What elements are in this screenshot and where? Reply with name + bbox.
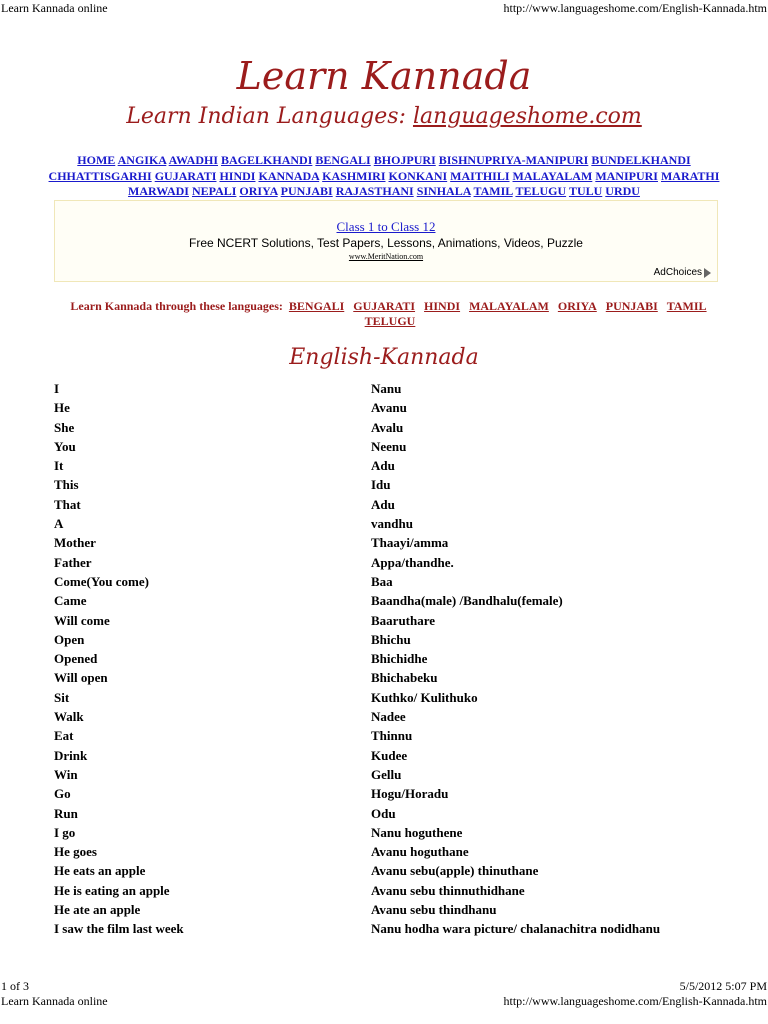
print-header-url: http://www.languageshome.com/English-Kannada.htm [503,1,767,15]
vocab-english: I go [54,824,76,840]
vocab-kannada: Idu [371,477,391,493]
vocab-kannada: Adu [371,458,395,474]
nav-link-urdu[interactable]: URDU [605,184,640,198]
vocab-row [54,630,754,649]
vocab-english: He eats an apple [54,863,146,879]
nav-link-gujarati[interactable]: GUJARATI [154,168,217,183]
vocab-english: Mother [54,535,96,551]
vocab-kannada: Neenu [371,438,407,454]
vocab-kannada: Adu [371,496,395,512]
vocab-kannada: Avanu [371,400,407,416]
vocab-english: A [54,516,64,532]
vocab-kannada: vandhu [371,516,413,532]
through-languages [70,299,710,329]
ad-display-url[interactable]: www.MeritNation.com [348,252,424,261]
nav-link-kashmiri[interactable]: KASHMIRI [322,168,386,183]
vocab-row [54,418,754,437]
vocab-english: I [54,381,60,396]
vocab-english: Come(You come) [54,573,149,589]
vocab-kannada: Avalu [371,419,404,435]
vocab-row [54,784,754,803]
through-link-tamil[interactable]: TAMIL [666,299,707,313]
print-footer-datetime: 5/5/2012 5:07 PM [679,979,767,993]
nav-link-bengali[interactable]: BENGALI [315,153,371,167]
vocab-row [54,475,754,494]
nav-link-marwadi[interactable]: MARWADI [128,184,189,198]
nav-link-manipuri[interactable]: MANIPURI [595,168,658,183]
vocab-kannada: Bhichu [371,631,411,647]
vocab-row [54,746,754,765]
vocab-row [54,688,754,707]
vocab-kannada: Bhichidhe [371,651,428,667]
vocab-row [54,533,754,552]
through-languages-label: Learn Kannada through these languages: [70,299,283,313]
vocab-row [54,919,754,938]
vocab-english: Run [54,805,78,821]
nav-link-marathi[interactable]: MARATHI [660,168,720,183]
vocab-row [54,437,754,456]
through-link-hindi[interactable]: HINDI [424,299,461,313]
vocab-row [54,668,754,687]
vocab-row [54,398,754,417]
through-link-malayalam[interactable]: MALAYALAM [469,299,549,313]
site-title: Learn Kannada [236,54,532,98]
vocab-row [54,842,754,861]
vocab-english: Came [54,593,87,609]
vocab-row [54,379,754,398]
nav-link-angika[interactable]: ANGIKA [117,153,167,167]
nav-link-nepali[interactable]: NEPALI [191,184,237,198]
vocab-english: Drink [54,747,88,763]
vocab-kannada: Avanu sebu thinnuthidhane [371,882,525,898]
nav-link-maithili[interactable]: MAITHILI [450,168,510,183]
vocab-row [54,900,754,919]
vocab-english: Open [54,631,85,647]
nav-link-konkani[interactable]: KONKANI [388,168,448,183]
vocab-english: Will come [54,612,110,628]
vocab-row [54,861,754,880]
vocab-kannada: Kudee [371,747,408,763]
vocab-row [54,707,754,726]
nav-link-home[interactable]: HOME [77,153,116,167]
through-link-bengali[interactable]: BENGALI [288,299,345,313]
vocab-english: He ate an apple [54,902,141,918]
vocab-kannada: Bhichabeku [371,670,438,686]
subtitle-prefix: Learn Indian Languages: [126,104,413,129]
vocabulary-table [54,379,754,939]
vocab-english: He is eating an apple [54,882,170,898]
vocab-row [54,881,754,900]
section-title: English-Kannada [289,345,479,370]
vocab-kannada: Baandha(male) /Bandhalu(female) [371,593,563,609]
nav-link-awadhi[interactable]: AWADHI [168,153,219,167]
vocab-kannada: Avanu hoguthane [371,844,469,860]
ad-description: Free NCERT Solutions, Test Papers, Lessons, Animations, Videos, Puzzle [189,236,583,250]
adchoices-button[interactable] [654,267,711,278]
through-link-oriya[interactable]: ORIYA [557,299,597,313]
vocab-kannada: Thinnu [371,728,413,744]
vocab-row [54,726,754,745]
nav-link-oriya[interactable]: ORIYA [239,184,278,198]
vocab-row [54,553,754,572]
vocab-kannada: Gellu [371,766,402,782]
vocab-row [54,514,754,533]
vocab-row [54,765,754,784]
nav-link-malayalam[interactable]: MALAYALAM [512,168,593,183]
subtitle-site-link[interactable]: languageshome.com [412,104,642,129]
ad-box [54,200,718,282]
nav-link-bishnupriya-manipuri[interactable]: BISHNUPRIYA-MANIPURI [438,153,589,167]
vocab-english: Father [54,554,92,570]
vocab-kannada: Kuthko/ Kulithuko [371,689,478,705]
nav-link-tamil[interactable]: TAMIL [473,184,513,198]
nav-link-telugu[interactable]: TELUGU [515,184,567,198]
vocab-row [54,649,754,668]
vocab-english: Eat [54,728,74,744]
vocab-kannada: Odu [371,805,396,821]
vocab-english: I saw the film last week [54,921,184,937]
vocab-english: Go [54,786,71,802]
vocab-english: She [54,419,75,435]
vocab-kannada: Baaruthare [371,612,436,628]
vocab-kannada: Thaayi/amma [371,535,449,551]
vocab-english: Sit [54,689,70,705]
vocab-kannada: Avanu sebu thindhanu [371,902,497,918]
vocab-row [54,591,754,610]
vocab-english: It [54,458,64,474]
through-link-gujarati[interactable]: GUJARATI [353,299,416,313]
vocab-kannada: Nadee [371,709,406,725]
vocab-english: Opened [54,651,98,667]
vocab-row [54,495,754,514]
print-footer-page: 1 of 3 [1,979,29,993]
vocab-row [54,456,754,475]
vocab-english: That [54,496,81,512]
vocab-kannada: Nanu hodha wara picture/ chalanachitra nodidhanu [371,921,661,937]
vocab-row [54,572,754,591]
vocab-kannada: Nanu hoguthene [371,824,463,840]
vocab-english: He goes [54,844,97,860]
nav-link-bundelkhandi[interactable]: BUNDELKHANDI [591,153,691,167]
vocab-kannada: Avanu sebu(apple) thinuthane [371,863,539,879]
vocab-english: Will open [54,670,108,686]
vocab-english: He [54,400,70,416]
through-link-punjabi[interactable]: PUNJABI [605,299,658,313]
nav-link-kannada[interactable]: KANNADA [258,168,320,183]
nav-link-bagelkhandi[interactable]: BAGELKHANDI [221,153,313,167]
nav-link-rajasthani[interactable]: RAJASTHANI [335,184,414,198]
nav-link-punjabi[interactable]: PUNJABI [280,184,333,198]
vocab-kannada: Baa [371,573,393,589]
nav-link-hindi[interactable]: HINDI [219,168,256,183]
nav-link-chhattisgarhi[interactable]: CHHATTISGARHI [48,168,152,183]
vocab-english: This [54,477,79,493]
nav-link-bhojpuri[interactable]: BHOJPURI [373,153,436,167]
through-link-telugu[interactable]: TELUGU [364,314,416,328]
ad-link[interactable]: Class 1 to Class 12 [336,219,436,234]
adchoices-play-icon [704,268,711,278]
vocab-row [54,611,754,630]
vocab-kannada: Hogu/Horadu [371,786,449,802]
vocab-kannada: Nanu [371,381,402,396]
vocab-english: Walk [54,709,84,725]
print-header-title: Learn Kannada online [1,1,108,15]
vocab-english: Win [54,766,78,782]
vocab-row [54,823,754,842]
print-footer-url: http://www.languageshome.com/English-Kannada.htm [503,994,767,1008]
language-nav [40,153,728,200]
vocab-kannada: Appa/thandhe. [371,554,454,570]
vocab-row [54,804,754,823]
nav-link-tulu[interactable]: TULU [568,184,603,198]
print-footer-title: Learn Kannada online [1,994,108,1008]
vocab-english: You [54,438,76,454]
adchoices-label: AdChoices [653,267,702,278]
nav-link-sinhala[interactable]: SINHALA [416,184,471,198]
site-subtitle [0,102,768,132]
